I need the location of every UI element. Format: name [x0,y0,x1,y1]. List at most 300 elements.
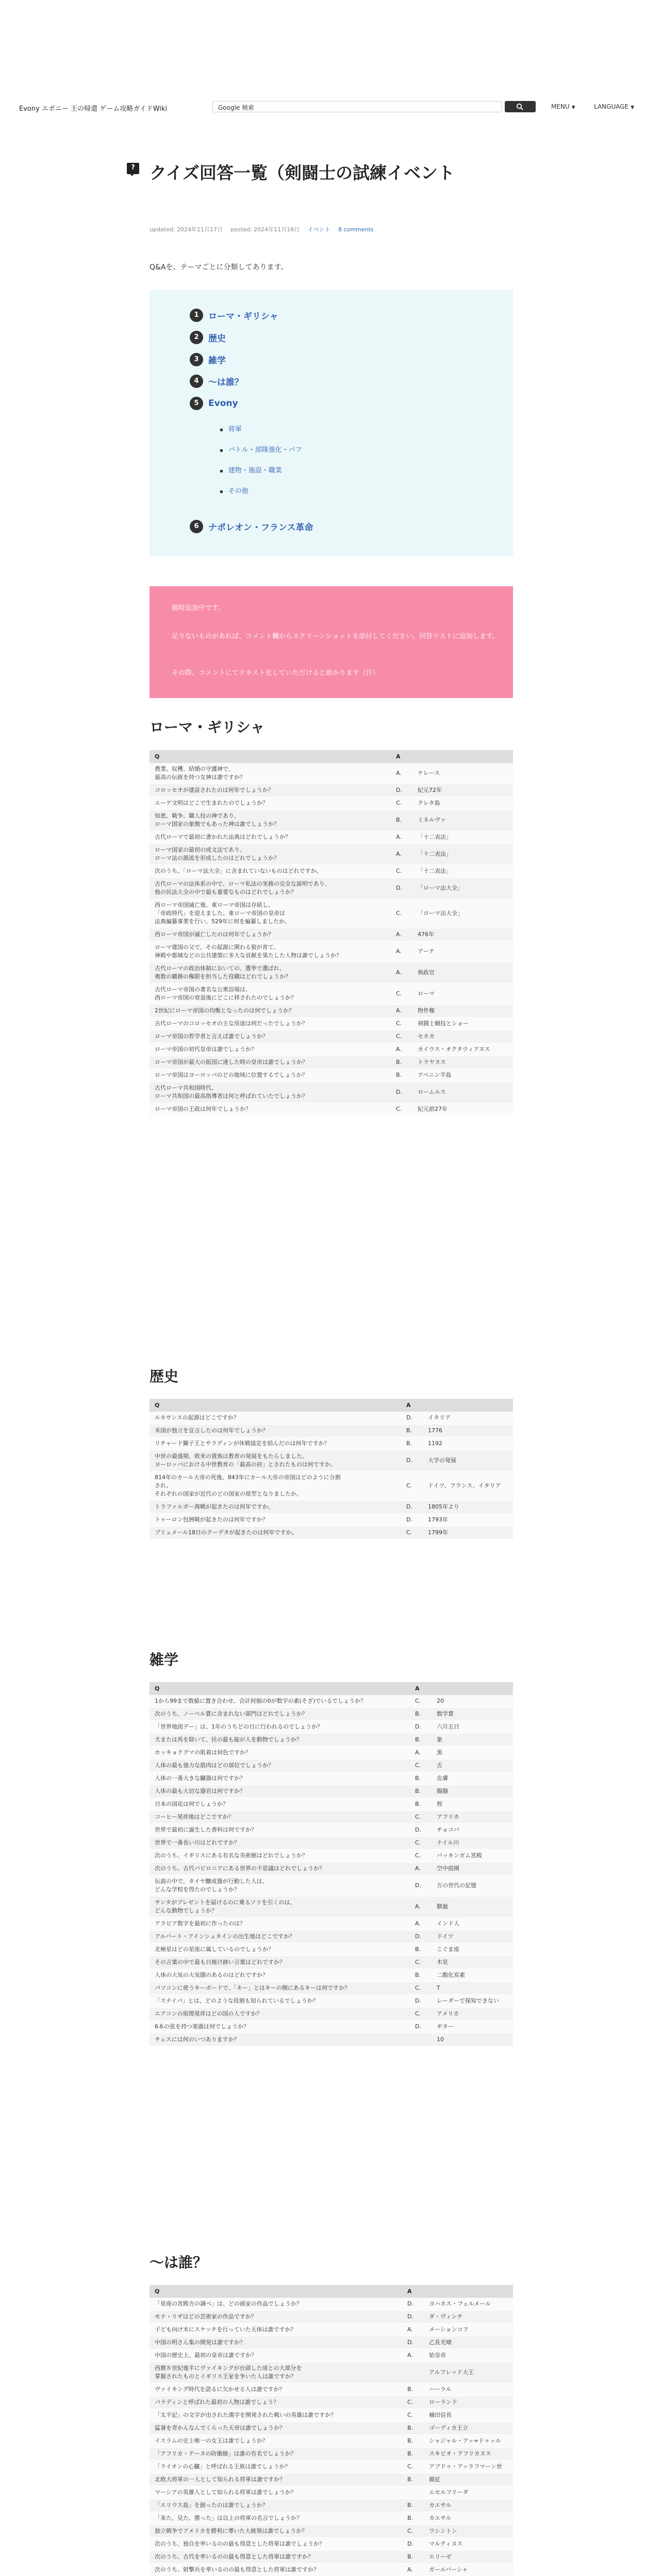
notice-line: その際、コメントにてテキスト化していただけると助かります（汗） [172,669,379,677]
table-row [150,1527,513,1539]
answer-cell: 紀元前27年 [412,1103,513,1116]
answer-cell: 数学賞 [432,1708,513,1721]
question-cell: 西ローマ帝国滅亡後、東ローマ帝国は存続し、 「帝政時代」を迎えました。東ローマ帝国の皇帝は 法典編纂事業を行い、529年に何を編纂しましたか。 [150,899,391,928]
question-cell: 古代ローマ共和国時代、 ローマ共和国の最高指導者は何と呼ばれていたでしょうか？ [150,1082,391,1103]
answer-letter: A. [391,831,412,844]
table-row [150,2409,513,2422]
search-input[interactable] [212,101,502,112]
table-row [150,1785,513,1798]
table-row [150,1837,513,1850]
table-row [150,763,513,784]
toc-item[interactable] [190,375,243,388]
answer-cell: 「ローマ法大全」 [412,878,513,899]
question-cell: 「スナイパ」とは、どのような役割も知られているでしょうか？ [150,1995,410,2008]
question-cell: ローマ帝国の哲学者と言えば誰でしょうか？ [150,1030,391,1043]
answer-cell: 1192 [423,1437,513,1450]
question-cell: 次のうち、イギリスにある有名な美術館はどれでしょうか？ [150,1850,410,1862]
table-row [150,1811,513,1824]
answer-letter: A. [391,962,412,984]
answer-letter: C. [391,1018,412,1030]
table-row [150,1437,513,1450]
question-icon: ? [127,163,139,174]
toc-item[interactable] [190,353,226,366]
question-cell: ブリュメール18日のクーデタが起きたのは何年ですか。 [150,1527,401,1539]
language-label: LANGUAGE [594,103,629,110]
updated-date: updated: 2024年11月17日 [150,226,223,233]
toc-item[interactable] [190,520,313,533]
answer-cell: エリーゼ [424,2551,513,2564]
question-cell: 古代ローマ帝国の著名な公衆浴場は、 西ローマ帝国の衰退後にどこに移されたのでしょうか？ [150,984,391,1005]
table-row [150,1995,513,2008]
question-cell: 農業、収穫、結婚の守護神で、 最高の伝統を持つ女神は誰ですか？ [150,763,391,784]
answer-letter: B. [410,1708,432,1721]
answer-letter: C. [402,2409,424,2422]
table-row [150,2512,513,2525]
question-cell: 北極星はどの星座に属しているのでしょうか？ [150,1943,410,1956]
posted-date: posted: 2024年11月16日 [230,226,300,233]
table-row [150,1501,513,1514]
answer-letter [410,2033,432,2046]
question-cell: 子ども向け木にスケッチを行っていた天体は誰ですか？ [150,2324,402,2336]
answer-letter: A. [402,2324,424,2336]
table-row [150,1069,513,1082]
toc-number: 1 [190,309,203,322]
qa-table [150,750,513,1116]
table-row [150,1759,513,1772]
answer-cell: 始皇帝 [424,2349,513,2362]
table-row [150,1450,513,1471]
answer-cell: ダ・ヴィンチ [424,2311,513,2324]
answer-letter: A. [402,2349,424,2362]
search-icon [516,103,523,110]
question-cell: ローマ帝国が最大の版図に達した時の皇帝は誰でしょうか？ [150,1056,391,1069]
q-header: Q [150,1399,401,1412]
table-row [150,810,513,831]
question-cell: モナ・リザはどの芸術家の作品ですか？ [150,2311,402,2324]
question-cell: 古代ローマのコロッセオの主な用途は何だったでしょうか？ [150,1018,391,1030]
section-title: 〜は誰？ [150,2254,208,2271]
table-row [150,899,513,928]
question-cell: 「ライオンの心臓」と呼ばれる王族は誰でしょうか？ [150,2461,402,2473]
table-row [150,2383,513,2396]
answer-cell: 舌 [432,1759,513,1772]
answer-cell: ドイツ [432,1930,513,1943]
table-row [150,2349,513,2362]
answer-letter: B. [391,810,412,831]
table-row [150,2499,513,2512]
question-cell: 6本の弦を持つ楽器は何でしょうか？ [150,2021,410,2033]
answer-letter: A. [402,2564,424,2576]
table-row [150,1875,513,1896]
question-cell: 人体の最も大切な器官は何ですか？ [150,1785,410,1798]
table-row [150,1982,513,1995]
answer-letter: B. [410,1969,432,1982]
question-cell: トゥーロン包囲戦が起きたのは何年ですか？ [150,1514,401,1527]
answer-letter: C. [402,2525,424,2538]
answer-letter: B. [402,2499,424,2512]
answer-cell: メーションコフ [424,2324,513,2336]
table-row [150,1043,513,1056]
table-row [150,1005,513,1018]
answer-letter [402,2362,424,2383]
table-row [150,1850,513,1862]
answer-letter: C. [410,1811,432,1824]
toc-label: 雑学 [208,355,226,366]
answer-cell: ギター [432,2021,513,2033]
section-title: 歴史 [150,1368,179,1385]
table-row [150,1734,513,1747]
answer-letter: B. [402,2383,424,2396]
toc-label: ローマ・ギリシャ [208,311,278,322]
table-row [150,2033,513,2046]
answer-letter: C. [391,1103,412,1116]
question-cell: 次のうち、射撃兵を率いるのの最も得意とした将軍は誰ですか？ [150,2564,402,2576]
answer-cell: アルフレッド大王 [424,2362,513,2383]
answer-cell: 剣闘士競技とショー [412,1018,513,1030]
toc-number: 6 [190,520,203,533]
answer-letter: A. [410,1896,432,1918]
q-header: Q [150,1682,410,1695]
question-cell: 日本の国花は何でしょうか？ [150,1798,410,1811]
table-row [150,2396,513,2409]
table-row [150,2448,513,2461]
answer-cell: アペニン半島 [412,1069,513,1082]
chevron-down-icon: ▼ [631,105,635,110]
answer-letter: D. [410,1721,432,1734]
table-row [150,865,513,878]
question-cell: 中国の歴史上、最初の皇帝は誰ですか？ [150,2349,402,2362]
answer-letter: C. [391,797,412,810]
answer-cell: トラヤヌス [412,1056,513,1069]
question-cell: 古代ローマの政治体制においての、選挙で選ばれ、 複数の職務の権限を担当した役職はどれでしょうか？ [150,962,391,984]
answer-letter: B. [410,1798,432,1811]
answer-letter: B. [401,1437,423,1450]
question-cell: 世界で一番長い川はどれですか？ [150,1837,410,1850]
answer-letter: B. [402,2551,424,2564]
table-row [150,2362,513,2383]
answer-letter: B. [410,1772,432,1785]
table-row [150,1862,513,1875]
answer-cell: ヨハネス・フェルメール [424,2298,513,2311]
answer-letter: D. [402,2336,424,2349]
toc-label: Evony [208,398,238,409]
notice-line: 随時追加中です。 [172,604,225,612]
table-row [150,1708,513,1721]
toc-item[interactable] [190,309,278,322]
question-cell: ローマ国家の最初の成文法であり、 ローマ法の源流を形成したのはどれでしょうか？ [150,844,391,865]
answer-cell: 馴鹿 [432,1896,513,1918]
question-cell: ローマ帝国はヨーロッパのどの地域に位置するでしょうか？ [150,1069,391,1082]
answer-cell: マルティヌス [424,2538,513,2551]
answer-letter [402,2486,424,2499]
table-row [150,1425,513,1437]
question-cell: 次のうち、独自を率いるのの最も得意とした将軍は誰でしょうか？ [150,2538,402,2551]
answer-letter: C. [410,1850,432,1862]
answer-letter: D. [402,2311,424,2324]
answer-letter: B. [402,2422,424,2435]
answer-cell: エセルフリーダ [424,2486,513,2499]
toc-label: ナポレオン・フランス革命 [208,522,313,533]
answer-cell: 「十二表法」 [412,844,513,865]
answer-cell: ローランド [424,2396,513,2409]
question-cell: 人体の大気の大気圏のあるのはどれですか？ [150,1969,410,1982]
language-button[interactable] [594,103,634,110]
question-cell: 1から99まで数値に置き合わせ、合計何個の0が数字の素(そざ)でいるでしょうか？ [150,1695,410,1708]
answer-cell: 親征 [424,2473,513,2486]
answer-cell: ガールバーシャ [424,2564,513,2576]
question-cell: コーヒー発祥地はどこですか？ [150,1811,410,1824]
question-cell: アラビア数字を最初に作ったのは？ [150,1918,410,1930]
table-row [150,1514,513,1527]
answer-cell: 腸腺 [432,1785,513,1798]
answer-cell: 476年 [412,928,513,941]
question-cell: ローマ帝国の王政は何年でしょうか？ [150,1103,391,1116]
table-row [150,797,513,810]
answer-cell: バッキンガム宮殿 [432,1850,513,1862]
answer-letter: C. [391,899,412,928]
table-row [150,1471,513,1501]
answer-cell: 桜 [432,1798,513,1811]
answer-letter: C. [391,1030,412,1043]
menu-button[interactable] [551,103,575,110]
answer-cell: ドイツ、フランス、イタリア [423,1471,513,1501]
answer-letter: D. [410,1930,432,1943]
answer-cell: アブドゥ・アッラフマーン世 [424,2461,513,2473]
table-row [150,984,513,1005]
question-cell: マーシアの英雄人として知られる将軍は誰でしょうか？ [150,2486,402,2499]
answer-cell: インド人 [432,1918,513,1930]
answer-letter: C. [410,2008,432,2021]
question-cell: 人体の最も強力な筋肉はどの部位でしょうか？ [150,1759,410,1772]
question-cell: 独立戦争でアメリカを勝利に導いた大統領は誰でしょうか？ [150,2525,402,2538]
question-cell: チェスには何のいつありますか？ [150,2033,410,2046]
site-title[interactable]: Evony エボニー 王の帰還 ゲーム攻略ガイドWiki [19,105,168,113]
answer-cell: 10 [432,2033,513,2046]
answer-cell: レーダーで探知できない [432,1995,513,2008]
question-cell: エーゲ文明はどこで生まれたのでしょうか？ [150,797,391,810]
answer-letter: C. [410,1837,432,1850]
answer-letter: B. [391,1056,412,1069]
answer-cell: ナイル川 [432,1837,513,1850]
question-cell: 知恵、戦争、職人技の神であり、 ローマ国家の象徴でもあった神は誰でしょうか？ [150,810,391,831]
answer-cell: ローマ [412,984,513,1005]
question-cell: パラディンと呼ばれた最初の人物は誰でしょう？ [150,2396,402,2409]
question-cell: 犬または馬を除いて、民の最も能が人を動物でしょうか？ [150,1734,410,1747]
toc-item[interactable] [190,397,238,410]
question-cell: パソコンに使うキーボードで、「キー」とはキーの側にあるキーは何ですか？ [150,1982,410,1995]
notice-line: 足りないものがあれば、コメント欄からスクリーンショットを添付してください。回答リストに追加します。 [172,633,499,640]
q-header: Q [150,750,391,763]
answer-cell: カエサル [424,2512,513,2525]
answer-letter: D. [391,784,412,797]
menu-label: MENU [551,103,570,110]
qa-table [150,1399,513,1539]
qa-table [150,2285,513,2576]
question-cell: 「エリウス島」を創ったのは誰でしょうか？ [150,2499,402,2512]
q-header: Q [150,2285,402,2298]
answer-letter: D. [401,1450,423,1471]
table-row [150,831,513,844]
table-row [150,1747,513,1759]
answer-cell: 1776 [423,1425,513,1437]
table-row [150,941,513,962]
table-row [150,2525,513,2538]
answer-letter: D. [410,1824,432,1837]
table-row [150,1824,513,1837]
answer-letter: C. [410,1695,432,1708]
notice-box [150,586,513,698]
table-row [150,1695,513,1708]
page-title: クイズ回答一覧（剣闘士の試練イベント [150,163,455,183]
answer-cell: 乙長光晴 [424,2336,513,2349]
answer-letter: D. [391,1082,412,1103]
table-row [150,2538,513,2551]
answer-cell: 木星 [432,1956,513,1969]
answer-cell: ゴーディカ王立 [424,2422,513,2435]
answer-letter: C. [401,1471,423,1501]
top-bar [0,98,662,118]
toc-subitem[interactable]: ▪ 将軍 [220,423,242,433]
answer-cell: 六月五日 [432,1721,513,1734]
table-row [150,2422,513,2435]
question-cell: 米国が独立を宣言したのは何年でしょうか？ [150,1425,401,1437]
answer-cell: セネカ [412,1030,513,1043]
answer-cell: 1793年 [423,1514,513,1527]
answer-letter: B. [402,2512,424,2525]
search-button[interactable] [505,101,536,112]
question-cell: トラファルガー海戦が起きたのは何年ですか。 [150,1501,401,1514]
answer-letter: D. [401,1412,423,1425]
table-row [150,1969,513,1982]
table-of-contents [150,290,513,556]
answer-cell: 楠田信長 [424,2409,513,2422]
answer-letter: D. [410,1995,432,2008]
answer-cell: T [432,1982,513,1995]
table-row [150,1930,513,1943]
answer-letter: B. [401,1425,423,1437]
comments-link[interactable]: 8 comments [338,226,374,233]
answer-letter: A. [391,844,412,865]
answer-cell: ケレース [412,763,513,784]
answer-cell: 万の世代の記憶 [432,1875,513,1896]
question-cell: 次のうち、古代を率いるのの最も得意とした将軍は誰ですか？ [150,2551,402,2564]
answer-letter: A. [391,763,412,784]
table-row [150,2311,513,2324]
question-cell: 伝説の中で、タイヤ醸成器が行動した人は、 どんな学校を得たのでしょうか？ [150,1875,410,1896]
answer-cell: ミネルヴァ [412,810,513,831]
question-cell: 猛暑を青かんなんでくらった天帝は誰でしょうか？ [150,2422,402,2435]
a-header: A [402,2285,513,2298]
answer-cell: アメリカ [432,2008,513,2021]
answer-cell: ワシントン [424,2525,513,2538]
question-cell: 北欧大将軍の一人として知られる将軍は誰ですか？ [150,2473,402,2486]
answer-cell: ハーラル [424,2383,513,2396]
table-row [150,2336,513,2349]
answer-letter: B. [402,2448,424,2461]
table-row [150,2486,513,2499]
table-row [150,2473,513,2486]
table-row [150,2021,513,2033]
question-cell: 「来た、見た、勝った」は以上の将軍の名言でしょうか？ [150,2512,402,2525]
category-link[interactable]: イベント [307,226,330,233]
toc-number: 5 [190,397,203,410]
answer-letter: D. [402,2538,424,2551]
answer-cell: 1799年 [423,1527,513,1539]
toc-number: 2 [190,331,203,344]
question-cell: 西暦８世紀後半にヴァイキングが台頭した頃との大部分を 掌握されたものとイギリス王家を争いた人は誰ですか？ [150,2362,402,2383]
answer-cell: 紀元72年 [412,784,513,797]
answer-letter: B. [402,2473,424,2486]
question-cell: ルネサンスの起源はどこですか？ [150,1412,401,1425]
answer-letter: C. [402,2461,424,2473]
toc-number: 4 [190,375,203,388]
toc-item[interactable] [190,331,226,344]
answer-letter: D. [410,1875,432,1896]
table-row [150,784,513,797]
a-header: A [410,1682,513,1695]
answer-letter: A. [391,941,412,962]
answer-letter: D. [401,1514,423,1527]
section-title: 雑学 [150,1651,179,1668]
toc-subitem[interactable]: ▪ バトル・部隊強化・バフ [220,444,302,454]
table-row [150,928,513,941]
table-row [150,2298,513,2311]
answer-cell: スキピオ・アフリカヌス [424,2448,513,2461]
toc-subitem[interactable]: ▪ その他 [220,485,249,495]
answer-letter: C. [402,2396,424,2409]
answer-letter: D. [402,2298,424,2311]
answer-letter: A. [410,1747,432,1759]
table-row [150,1412,513,1425]
table-row [150,1943,513,1956]
answer-letter: D. [401,1501,423,1514]
table-row [150,878,513,899]
table-row [150,2008,513,2021]
table-row [150,1056,513,1069]
question-cell: エアコンの原理発祥はどの国の人ですか？ [150,2008,410,2021]
section-title: ローマ・ギリシャ [150,719,265,736]
search-logo: Google 検索 [218,104,255,111]
answer-cell: 空中庭園 [432,1862,513,1875]
question-cell: 次のうち、ノーベル賞に含まれない部門はどれでしょうか？ [150,1708,410,1721]
answer-letter: C. [410,1982,432,1995]
answer-letter: C. [410,1759,432,1772]
table-row [150,1721,513,1734]
answer-cell: 「十二表法」 [412,865,513,878]
table-row [150,1918,513,1930]
question-cell: アルバート・アインシュタインの出生地はどこですか？ [150,1930,410,1943]
question-cell: 「星座の宮殿方の調べ」は、どの画家の作品でしょうか？ [150,2298,402,2311]
intro-text: Q&Aを、テーマごとに分類してあります。 [150,263,288,272]
answer-letter: D. [391,878,412,899]
question-cell: 次のうち、古代バビロニアにある世界の不思議はどれでしょうか？ [150,1862,410,1875]
answer-cell: クレタ島 [412,797,513,810]
answer-cell: カイウス・オクタウィアヌス [412,1043,513,1056]
toc-label: 〜は誰？ [208,377,243,388]
answer-letter: B. [402,2435,424,2448]
question-cell: 「世界地図デー」は、1年のうちどの日に行われるのでしょうか？ [150,1721,410,1734]
a-header: A [391,750,513,763]
question-cell: ヴァイキング時代を語るに欠かせる人は誰ですか？ [150,2383,402,2396]
answer-letter: A. [391,1005,412,1018]
answer-letter: C. [391,984,412,1005]
table-row [150,1896,513,1918]
qa-table [150,1682,513,2046]
question-cell: ローマ建国の父で、その起源に関わる狼が育て、 神殿や都城などの公共建築に多大な貢献を果たした人物は誰でしょうか？ [150,941,391,962]
answer-letter: D. [410,2021,432,2033]
table-row [150,1018,513,1030]
toc-subitem[interactable]: ▪ 建物・施設・職業 [220,465,282,474]
